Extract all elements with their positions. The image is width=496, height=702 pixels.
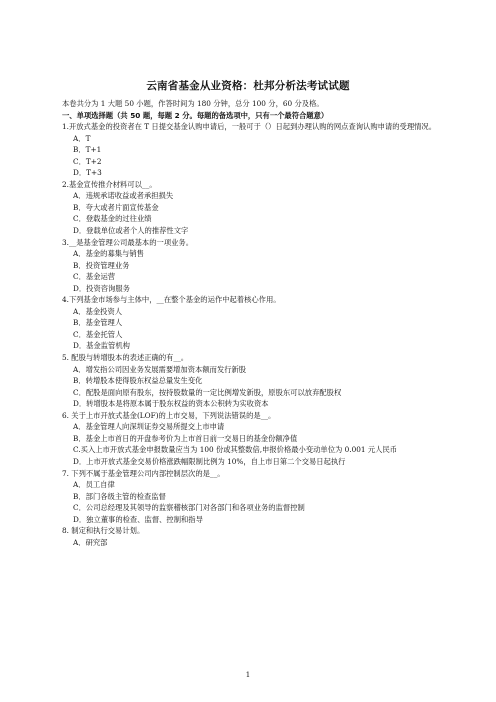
question-4-stem: 4.下列基金市场参与主体中，__在整个基金的运作中起着核心作用。 xyxy=(62,295,281,305)
question-4-option-a: A．基金投资人 xyxy=(73,306,123,316)
question-5-option-d: D．转增股本是将原本属于股东权益的资本公积转为实收资本 xyxy=(73,399,269,409)
question-2-option-d: D．登载单位或者个人的推荐性文字 xyxy=(73,226,189,236)
question-4-option-b: B．基金管理人 xyxy=(73,318,123,328)
question-6-stem: 6. 关于上市开放式基金(LOF)的上市交易，下列说法错误的是__。 xyxy=(62,410,276,420)
question-2-option-a: A．违规承诺收益或者承担损失 xyxy=(73,191,174,201)
question-5-stem: 5. 配股与转增股本的表述正确的有__。 xyxy=(62,353,189,363)
question-4-option-c: C．基金托管人 xyxy=(73,329,123,339)
question-2-option-c: C．登载基金的过往业绩 xyxy=(73,214,152,224)
question-5-option-b: B．转增股本使得股东权益总量发生变化 xyxy=(73,376,203,386)
question-7-stem: 7. 下列不属于基金管理公司内部控制层次的是__。 xyxy=(62,468,225,478)
question-3-option-d: D．投资咨询服务 xyxy=(73,283,130,293)
question-3-option-b: B．投资管理业务 xyxy=(73,260,130,270)
question-8-stem: 8. 制定和执行交易计划。 xyxy=(62,526,145,536)
document-body xyxy=(62,98,440,548)
question-1-option-b: B．T+1 xyxy=(73,145,102,155)
exam-intro: 本卷共分为 1 大题 50 小题，作答时间为 180 分钟，总分 100 分，60 分及格。 xyxy=(62,99,324,108)
question-7-option-a: A．员工自律 xyxy=(73,480,115,490)
question-1-option-c: C．T+2 xyxy=(73,156,102,166)
question-3-option-c: C．基金运营 xyxy=(73,272,116,282)
question-7-option-c: C．公司总经理及其领导的监察稽核部门对各部门和各项业务的监督控制 xyxy=(73,503,305,513)
page-number: 1 xyxy=(245,671,251,679)
question-1-option-a: A．T xyxy=(73,133,91,143)
question-5-option-c: C．配股是面向原有股东，按持股数量的一定比例增发新股，原股东可以放弃配股权 xyxy=(73,387,342,397)
question-6-option-b: B．基金上市首日的开盘参考价为上市首日前一交易日的基金份额净值 xyxy=(73,433,298,443)
question-6-option-d: D．上市开放式基金交易价格涨跌幅限制比例为 10%，自上市日第二个交易日起执行 xyxy=(73,456,346,466)
question-2-stem: 2.基金宣传推介材料可以__。 xyxy=(62,179,157,189)
question-7-option-d: D．独立董事的检查、监督、控制和指导 xyxy=(73,514,203,524)
question-8-option-a: A．研究部 xyxy=(73,537,108,547)
question-4-option-d: D．基金监管机构 xyxy=(73,341,130,351)
question-5-option-a: A．增发指公司因业务发展需要增加资本额而发行新股 xyxy=(73,364,247,374)
question-2-option-b: B．夸大或者片面宣传基金 xyxy=(73,202,159,212)
question-1-option-d: D．T+3 xyxy=(73,168,102,178)
question-1-stem: 1.开放式基金的投资者在 T 日提交基金认购申请后，一般可于（）日起到办理认购的网点查询认购申请的受理情况。 xyxy=(62,122,437,132)
section-heading: 一、单项选择题（共 50 题，每题 2 分。每题的备选项中，只有一个最符合题意） xyxy=(62,110,329,120)
question-6-option-a: A．基金管理人向深圳证券交易所提交上市申请 xyxy=(73,422,225,432)
question-7-option-b: B．部门各级主管的检查监督 xyxy=(73,491,166,501)
question-6-option-c: C.买入上市开放式基金申报数量应当为 100 份或其整数倍,申报价格最小变动单位为 0.001 元人民币 xyxy=(73,445,398,455)
document-title: 云南省基金从业资格：杜邦分析法考试试题 xyxy=(146,80,350,92)
question-3-stem: 3.__是基金管理公司最基本的一项业务。 xyxy=(62,237,194,247)
question-3-option-a: A．基金的募集与销售 xyxy=(73,249,144,259)
